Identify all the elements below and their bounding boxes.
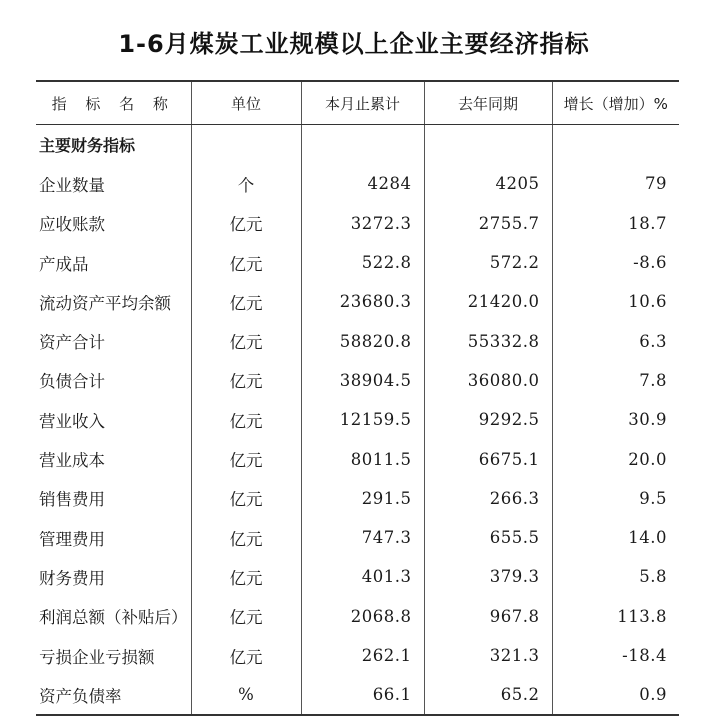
current-value: 12159.5: [301, 400, 424, 439]
previous-value: 266.3: [424, 479, 552, 518]
indicator-name: 管理费用: [39, 529, 105, 549]
indicator-name: 营业收入: [39, 411, 105, 431]
growth-value: -8.6: [552, 243, 679, 282]
current-value: 38904.5: [301, 361, 424, 400]
previous-value: 36080.0: [424, 361, 552, 400]
unit-cell: 亿元: [191, 597, 301, 636]
current-value: 747.3: [301, 518, 424, 557]
section-label: 主要财务指标: [39, 136, 136, 156]
growth-value: 14.0: [552, 518, 679, 557]
indicator-name: 资产合计: [39, 333, 105, 353]
growth-value: 79: [552, 164, 679, 203]
previous-value: 21420.0: [424, 282, 552, 321]
table-row: [36, 400, 679, 439]
current-value: 66.1: [301, 675, 424, 715]
indicator-name: 流动资产平均余额: [39, 293, 171, 313]
header-indicator-name: 指 标 名 称: [36, 81, 191, 125]
current-value: 401.3: [301, 557, 424, 596]
indicator-name: 利润总额（补贴后）: [39, 608, 188, 628]
unit-cell: 亿元: [191, 636, 301, 675]
header-same-period-last-year: 去年同期: [424, 81, 552, 125]
table-row: [36, 164, 679, 203]
previous-value: 9292.5: [424, 400, 552, 439]
growth-value: 18.7: [552, 204, 679, 243]
previous-value: 655.5: [424, 518, 552, 557]
indicators-table: [36, 80, 679, 716]
previous-value: 55332.8: [424, 321, 552, 360]
table-row: [36, 439, 679, 478]
growth-value: 20.0: [552, 439, 679, 478]
current-value: 8011.5: [301, 439, 424, 478]
section-row: [36, 125, 679, 165]
growth-value: 9.5: [552, 479, 679, 518]
table-row: [36, 204, 679, 243]
unit-cell: 亿元: [191, 243, 301, 282]
growth-value: 5.8: [552, 557, 679, 596]
unit-cell: 亿元: [191, 557, 301, 596]
table-row: [36, 282, 679, 321]
unit-cell: 亿元: [191, 361, 301, 400]
indicator-name: 企业数量: [39, 175, 105, 195]
indicator-name: 产成品: [39, 254, 89, 274]
growth-value: 113.8: [552, 597, 679, 636]
current-value: 23680.3: [301, 282, 424, 321]
indicator-name: 应收账款: [39, 215, 105, 235]
growth-value: 0.9: [552, 675, 679, 715]
table-row: [36, 479, 679, 518]
growth-value: 10.6: [552, 282, 679, 321]
unit-cell: 亿元: [191, 282, 301, 321]
table-row: [36, 518, 679, 557]
growth-value: 7.8: [552, 361, 679, 400]
previous-value: 379.3: [424, 557, 552, 596]
indicator-name: 营业成本: [39, 451, 105, 471]
current-value: 2068.8: [301, 597, 424, 636]
current-value: 4284: [301, 164, 424, 203]
unit-cell: 亿元: [191, 439, 301, 478]
table-row: [36, 321, 679, 360]
previous-value: 65.2: [424, 675, 552, 715]
indicator-name: 资产负债率: [36, 675, 191, 715]
document-title: 1-6月煤炭工业规模以上企业主要经济指标: [118, 30, 590, 58]
current-value: 58820.8: [301, 321, 424, 360]
unit-cell: 亿元: [191, 479, 301, 518]
growth-value: 6.3: [552, 321, 679, 360]
unit-cell: 亿元: [191, 518, 301, 557]
previous-value: 4205: [424, 164, 552, 203]
unit-cell: 亿元: [191, 321, 301, 360]
header-growth-percent: 增长（增加）%: [552, 81, 679, 125]
header-unit: 单位: [191, 81, 301, 125]
current-value: 291.5: [301, 479, 424, 518]
header-current-cumulative: 本月止累计: [301, 81, 424, 125]
table-row: [36, 361, 679, 400]
current-value: 262.1: [301, 636, 424, 675]
header-row: [36, 81, 679, 125]
previous-value: 967.8: [424, 597, 552, 636]
unit-cell: 亿元: [191, 400, 301, 439]
table-row: [36, 597, 679, 636]
indicator-name: 亏损企业亏损额: [39, 647, 155, 667]
unit-cell: 亿元: [191, 204, 301, 243]
unit-cell: %: [191, 675, 301, 715]
table-row: [36, 557, 679, 596]
table-row: [36, 636, 679, 675]
table-row: [36, 243, 679, 282]
current-value: 522.8: [301, 243, 424, 282]
previous-value: 6675.1: [424, 439, 552, 478]
growth-value: 30.9: [552, 400, 679, 439]
previous-value: 572.2: [424, 243, 552, 282]
indicator-name: 负债合计: [39, 372, 105, 392]
indicator-name: 财务费用: [39, 568, 105, 588]
previous-value: 321.3: [424, 636, 552, 675]
growth-value: -18.4: [552, 636, 679, 675]
indicator-name: 销售费用: [39, 490, 105, 510]
table-row: [36, 675, 679, 715]
previous-value: 2755.7: [424, 204, 552, 243]
current-value: 3272.3: [301, 204, 424, 243]
unit-cell: 个: [191, 164, 301, 203]
